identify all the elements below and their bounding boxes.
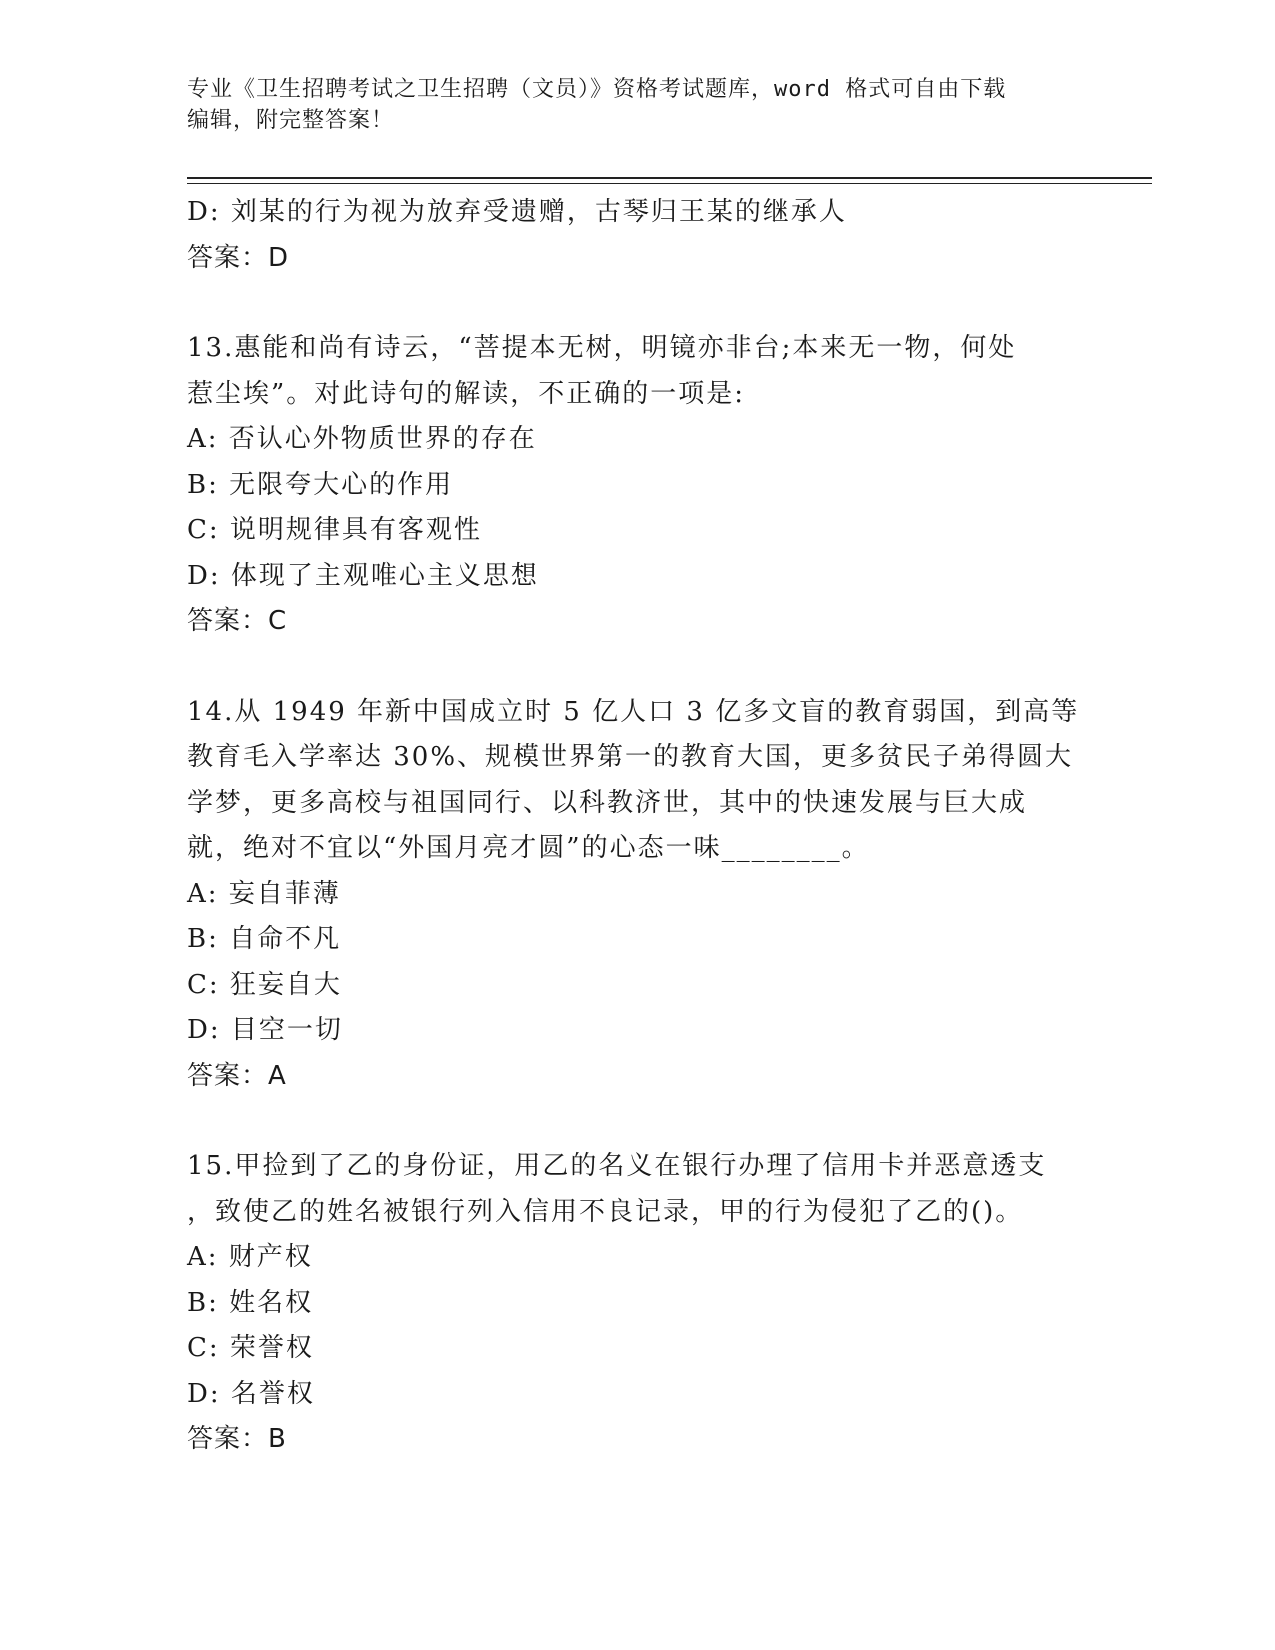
- question-stem-line: ，致使乙的姓名被银行列入信用不良记录，甲的行为侵犯了乙的()。: [187, 1196, 1024, 1227]
- question-stem-line: 13.惠能和尚有诗云，“菩提本无树，明镜亦非台;本来无一物，何处: [187, 333, 1017, 363]
- answer-line: 答案：D: [187, 242, 290, 273]
- question-stem-line: 就，绝对不宜以“外国月亮才圆”的心态一味________。: [187, 833, 870, 863]
- answer-line: 答案：A: [187, 1060, 287, 1091]
- question-stem-line: 惹尘埃”。对此诗句的解读，不正确的一项是:: [187, 378, 746, 409]
- option-d: D: 名誉权: [187, 1378, 315, 1409]
- option-a: A: 财产权: [187, 1242, 313, 1272]
- header-divider-thin: [187, 183, 1152, 184]
- question-list: [187, 190, 1087, 1463]
- header-divider-thick: [187, 177, 1152, 179]
- question-13: [187, 326, 1087, 645]
- option-c: C: 狂妄自大: [187, 969, 342, 1000]
- option-a: A: 否认心外物质世界的存在: [187, 424, 537, 454]
- question-12-tail: [187, 190, 1087, 281]
- option-c: C: 荣誉权: [187, 1333, 314, 1363]
- option-b: B: 姓名权: [187, 1287, 314, 1318]
- question-stem-line: 15.甲捡到了乙的身份证，用乙的名义在银行办理了信用卡并恶意透支: [187, 1151, 1047, 1181]
- question-15: [187, 1144, 1087, 1463]
- question-stem-line: 学梦，更多高校与祖国同行、以科教济世，其中的快速发展与巨大成: [187, 787, 1028, 818]
- option-c: C: 说明规律具有客观性: [187, 515, 482, 545]
- option-d: D: 刘某的行为视为放弃受遗赠，古琴归王某的继承人: [187, 197, 847, 227]
- document-header: [187, 74, 1087, 136]
- answer-line: 答案：B: [187, 1424, 287, 1454]
- option-b: B: 无限夸大心的作用: [187, 469, 454, 500]
- question-stem-line: 14.从 1949 年新中国成立时 5 亿人口 3 亿多文盲的教育弱国，到高等: [187, 696, 1080, 727]
- option-a: A: 妄自菲薄: [187, 878, 341, 909]
- question-stem-line: 教育毛入学率达 30%、规模世界第一的教育大国，更多贫民子弟得圆大: [187, 742, 1074, 772]
- answer-line: 答案：C: [187, 606, 288, 636]
- header-line-2: 编辑，附完整答案！: [187, 108, 395, 133]
- question-14: [187, 690, 1087, 1100]
- option-b: B: 自命不凡: [187, 924, 342, 954]
- option-d: D: 目空一切: [187, 1015, 343, 1045]
- option-d: D: 体现了主观唯心主义思想: [187, 560, 539, 591]
- header-line-1: 专业《卫生招聘考试之卫生招聘（文员）》资格考试题库，word 格式可自由下载: [187, 77, 1007, 102]
